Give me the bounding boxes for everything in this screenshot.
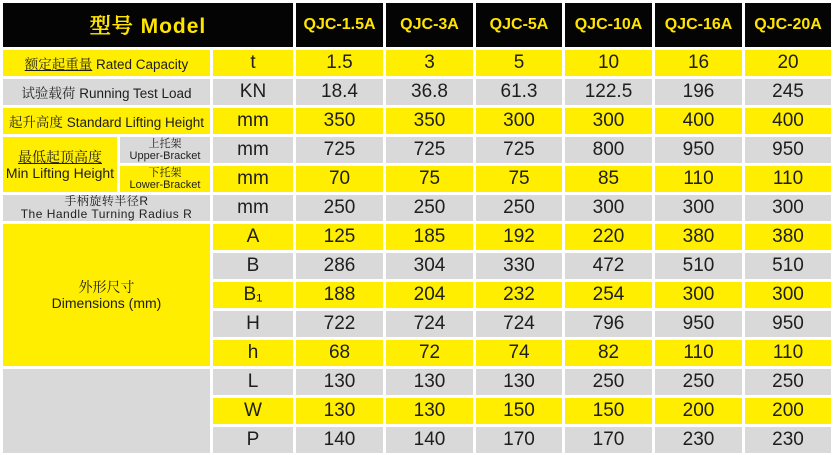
value-cell: 950	[745, 137, 831, 163]
dimension-key-cell: h	[213, 340, 293, 366]
unit-cell: t	[213, 50, 293, 76]
value-cell: 722	[296, 311, 383, 337]
handle-radius-row	[3, 195, 831, 221]
value-cell: 130	[296, 369, 383, 395]
group-label-zh: 外形尺寸	[78, 279, 135, 295]
sub-label-en: Lower-Bracket	[129, 179, 201, 191]
row-label-lift-height	[3, 108, 210, 134]
value-cell: 200	[745, 398, 831, 424]
value-cell: 1.5	[296, 50, 383, 76]
dimension-row-l	[3, 369, 831, 395]
value-cell: 510	[745, 253, 831, 279]
value-cell: 170	[476, 427, 562, 453]
value-cell: 68	[296, 340, 383, 366]
column-header-qjc-3a: QJC-3A	[386, 3, 473, 47]
value-cell: 380	[745, 224, 831, 250]
value-cell: 796	[565, 311, 652, 337]
sub-label-zh: 下托架	[148, 167, 182, 179]
value-cell: 724	[476, 311, 562, 337]
dimension-key-cell: P	[213, 427, 293, 453]
value-cell: 110	[745, 166, 831, 192]
value-cell: 300	[565, 195, 652, 221]
value-cell: 950	[655, 311, 742, 337]
rated-capacity-row	[3, 50, 831, 76]
value-cell: 125	[296, 224, 383, 250]
value-cell: 196	[655, 79, 742, 105]
unit-cell: mm	[213, 108, 293, 134]
value-cell: 140	[296, 427, 383, 453]
dimensions-spacer-cell	[3, 369, 210, 453]
column-header-qjc-16a: QJC-16A	[655, 3, 742, 47]
row-label-zh: 额定起重量	[24, 57, 93, 72]
value-cell: 330	[476, 253, 562, 279]
value-cell: 10	[565, 50, 652, 76]
value-cell: 130	[386, 398, 473, 424]
lower-bracket-row	[3, 166, 831, 192]
dimension-key-cell: A	[213, 224, 293, 250]
value-cell: 74	[476, 340, 562, 366]
row-label-en: Standard Lifting Height	[66, 115, 205, 130]
value-cell: 300	[745, 282, 831, 308]
dimension-key-cell: H	[213, 311, 293, 337]
value-cell: 82	[565, 340, 652, 366]
group-label-en: Dimensions (mm)	[51, 295, 162, 311]
value-cell: 192	[476, 224, 562, 250]
unit-cell: mm	[213, 137, 293, 163]
dimension-key-cell: W	[213, 398, 293, 424]
row-label-en: Running Test Load	[79, 86, 192, 101]
value-cell: 950	[745, 311, 831, 337]
header-row	[3, 3, 831, 47]
row-label-zh: 手柄旋转半径R	[64, 195, 149, 208]
value-cell: 61.3	[476, 79, 562, 105]
value-cell: 245	[745, 79, 831, 105]
column-header-qjc-10a: QJC-10A	[565, 3, 652, 47]
value-cell: 950	[655, 137, 742, 163]
value-cell: 3	[386, 50, 473, 76]
unit-cell: mm	[213, 166, 293, 192]
value-cell: 250	[386, 195, 473, 221]
value-cell: 85	[565, 166, 652, 192]
value-cell: 254	[565, 282, 652, 308]
group-label-min-lifting	[3, 137, 117, 192]
group-label-en: Min Lifting Height	[5, 164, 115, 181]
value-cell: 250	[745, 369, 831, 395]
value-cell: 300	[655, 282, 742, 308]
value-cell: 220	[565, 224, 652, 250]
value-cell: 150	[476, 398, 562, 424]
value-cell: 250	[476, 195, 562, 221]
value-cell: 150	[565, 398, 652, 424]
value-cell: 200	[655, 398, 742, 424]
sub-label-upper-bracket	[120, 137, 210, 163]
group-label-dimensions	[3, 224, 210, 366]
sub-label-en: Upper-Bracket	[129, 150, 201, 162]
value-cell: 110	[655, 166, 742, 192]
value-cell: 130	[296, 398, 383, 424]
value-cell: 725	[476, 137, 562, 163]
value-cell: 122.5	[565, 79, 652, 105]
row-label-en: Rated Capacity	[95, 57, 189, 72]
value-cell: 5	[476, 50, 562, 76]
value-cell: 130	[386, 369, 473, 395]
value-cell: 300	[655, 195, 742, 221]
value-cell: 36.8	[386, 79, 473, 105]
value-cell: 204	[386, 282, 473, 308]
sub-label-lower-bracket	[120, 166, 210, 192]
row-label-handle-radius	[3, 195, 210, 221]
value-cell: 110	[655, 340, 742, 366]
value-cell: 232	[476, 282, 562, 308]
value-cell: 350	[386, 108, 473, 134]
value-cell: 250	[296, 195, 383, 221]
value-cell: 16	[655, 50, 742, 76]
value-cell: 725	[386, 137, 473, 163]
unit-cell: KN	[213, 79, 293, 105]
upper-bracket-row	[3, 137, 831, 163]
value-cell: 400	[745, 108, 831, 134]
value-cell: 472	[565, 253, 652, 279]
dimension-key-cell: B	[213, 253, 293, 279]
row-label-en: The Handle Turning Radius R	[20, 207, 193, 221]
group-label-zh: 最低起顶高度	[18, 148, 102, 165]
sub-label-zh: 上托架	[148, 138, 182, 150]
value-cell: 188	[296, 282, 383, 308]
row-label-rated-capacity	[3, 50, 210, 76]
value-cell: 380	[655, 224, 742, 250]
value-cell: 185	[386, 224, 473, 250]
value-cell: 300	[745, 195, 831, 221]
value-cell: 230	[655, 427, 742, 453]
value-cell: 250	[655, 369, 742, 395]
row-label-zh: 起升高度	[8, 115, 63, 130]
value-cell: 170	[565, 427, 652, 453]
dimension-row-a	[3, 224, 831, 250]
dimension-key-cell: B₁	[213, 282, 293, 308]
value-cell: 724	[386, 311, 473, 337]
value-cell: 510	[655, 253, 742, 279]
row-label-test-load	[3, 79, 210, 105]
value-cell: 230	[745, 427, 831, 453]
value-cell: 70	[296, 166, 383, 192]
value-cell: 800	[565, 137, 652, 163]
column-header-qjc-20a: QJC-20A	[745, 3, 831, 47]
value-cell: 75	[476, 166, 562, 192]
value-cell: 350	[296, 108, 383, 134]
value-cell: 725	[296, 137, 383, 163]
value-cell: 75	[386, 166, 473, 192]
dimension-key-cell: L	[213, 369, 293, 395]
row-label-zh: 试验载荷	[21, 86, 76, 101]
test-load-row	[3, 79, 831, 105]
value-cell: 18.4	[296, 79, 383, 105]
value-cell: 300	[476, 108, 562, 134]
column-header-qjc-5a: QJC-5A	[476, 3, 562, 47]
lift-height-row	[3, 108, 831, 134]
value-cell: 400	[655, 108, 742, 134]
value-cell: 20	[745, 50, 831, 76]
value-cell: 110	[745, 340, 831, 366]
value-cell: 300	[565, 108, 652, 134]
value-cell: 130	[476, 369, 562, 395]
value-cell: 286	[296, 253, 383, 279]
value-cell: 304	[386, 253, 473, 279]
value-cell: 250	[565, 369, 652, 395]
unit-cell: mm	[213, 195, 293, 221]
value-cell: 140	[386, 427, 473, 453]
model-header-cell: 型号 Model	[3, 3, 293, 47]
value-cell: 72	[386, 340, 473, 366]
column-header-qjc-1-5a: QJC-1.5A	[296, 3, 383, 47]
